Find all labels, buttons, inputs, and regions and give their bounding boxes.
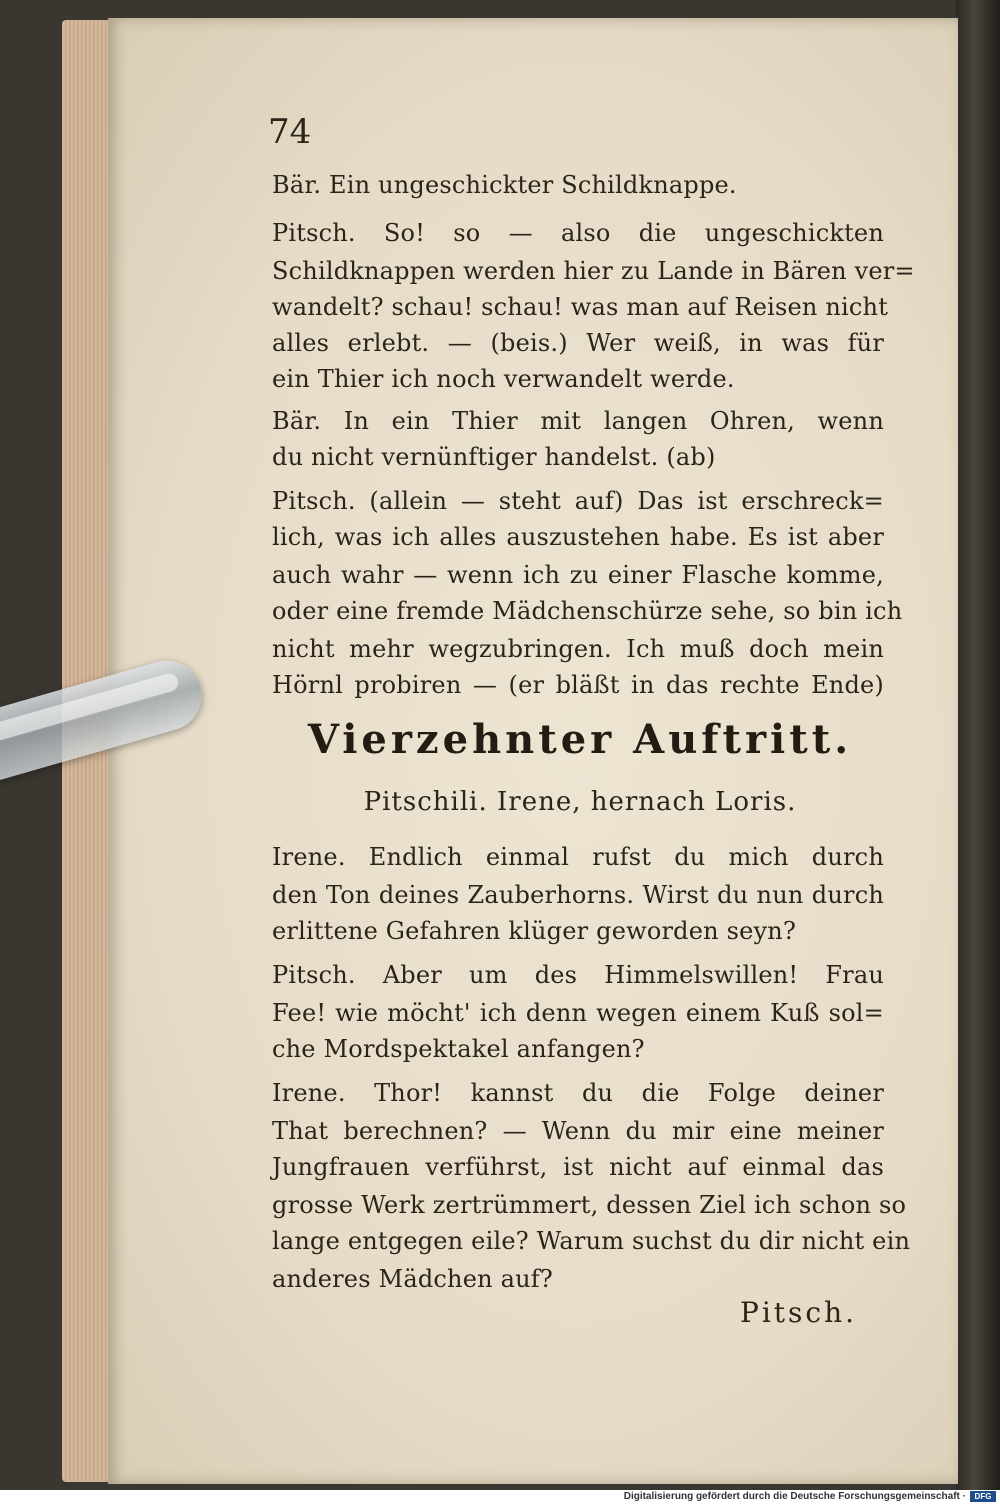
text-line: anderes Mädchen auf? [272,1265,553,1293]
text-line: Schildknappen werden hier zu Lande in Bären ver= [272,257,915,285]
scene-characters: Pitschili. Irene, hernach Loris. [363,787,797,817]
text-line: Bär. In ein Thier mit langen Ohren, wenn [272,407,884,435]
catchword: Pitsch. [740,1296,858,1329]
text-line: che Mordspektakel anfangen? [272,1035,645,1063]
text-line: du nicht vernünftiger handelst. (ab) [272,443,716,471]
text-line: grosse Werk zertrümmert, dessen Ziel ich schon so [272,1191,907,1219]
page-number: 74 [268,112,312,152]
text-line: Pitsch. (allein — steht auf) Das ist erschreck= [272,487,884,515]
book-spine [956,0,1000,1490]
text-line: Bär. Ein ungeschickter Schildknappe. [272,171,737,199]
text-line: wandelt? schau! schau! was man auf Reisen nicht [272,293,889,321]
text-line: nicht mehr wegzubringen. Ich muß doch mein [272,635,884,663]
text-line: Pitsch. So! so — also die ungeschickten [272,219,884,247]
text-line: den Ton deines Zauberhorns. Wirst du nun durch [272,881,884,909]
text-line: That berechnen? — Wenn du mir eine meiner [272,1117,884,1145]
text-line: Irene. Thor! kannst du die Folge deiner [272,1079,884,1107]
text-line: Jungfrauen verführst, ist nicht auf einmal das [272,1153,884,1181]
text-line: Fee! wie möcht' ich denn wegen einem Kuß sol= [272,999,884,1027]
text-line: ein Thier ich noch verwandelt werde. [272,365,735,393]
text-line: lich, was ich alles auszustehen habe. Es ist aber [272,523,884,551]
text-line: oder eine fremde Mädchenschürze sehe, so bin ich [272,597,903,625]
scene-heading: Vierzehnter Auftritt. [307,716,853,763]
footer-credit: Digitalisierung gefördert durch die Deutsche Forschungsgemeinschaft · [623,1491,966,1502]
text-line: Irene. Endlich einmal rufst du mich durch [272,843,884,871]
text-line: erlittene Gefahren klüger geworden seyn? [272,917,797,945]
text-line: lange entgegen eile? Warum suchst du dir nicht ein [272,1227,911,1255]
text-line: auch wahr — wenn ich zu einer Flasche komme, [272,561,884,589]
text-line: Pitsch. Aber um des Himmelswillen! Frau [272,961,884,989]
text-line: Hörnl probiren — (er bläßt in das rechte Ende) [272,671,884,699]
dfg-logo-icon: DFG [970,1491,996,1502]
text-line: alles erlebt. — (beis.) Wer weiß, in was für [272,329,884,357]
